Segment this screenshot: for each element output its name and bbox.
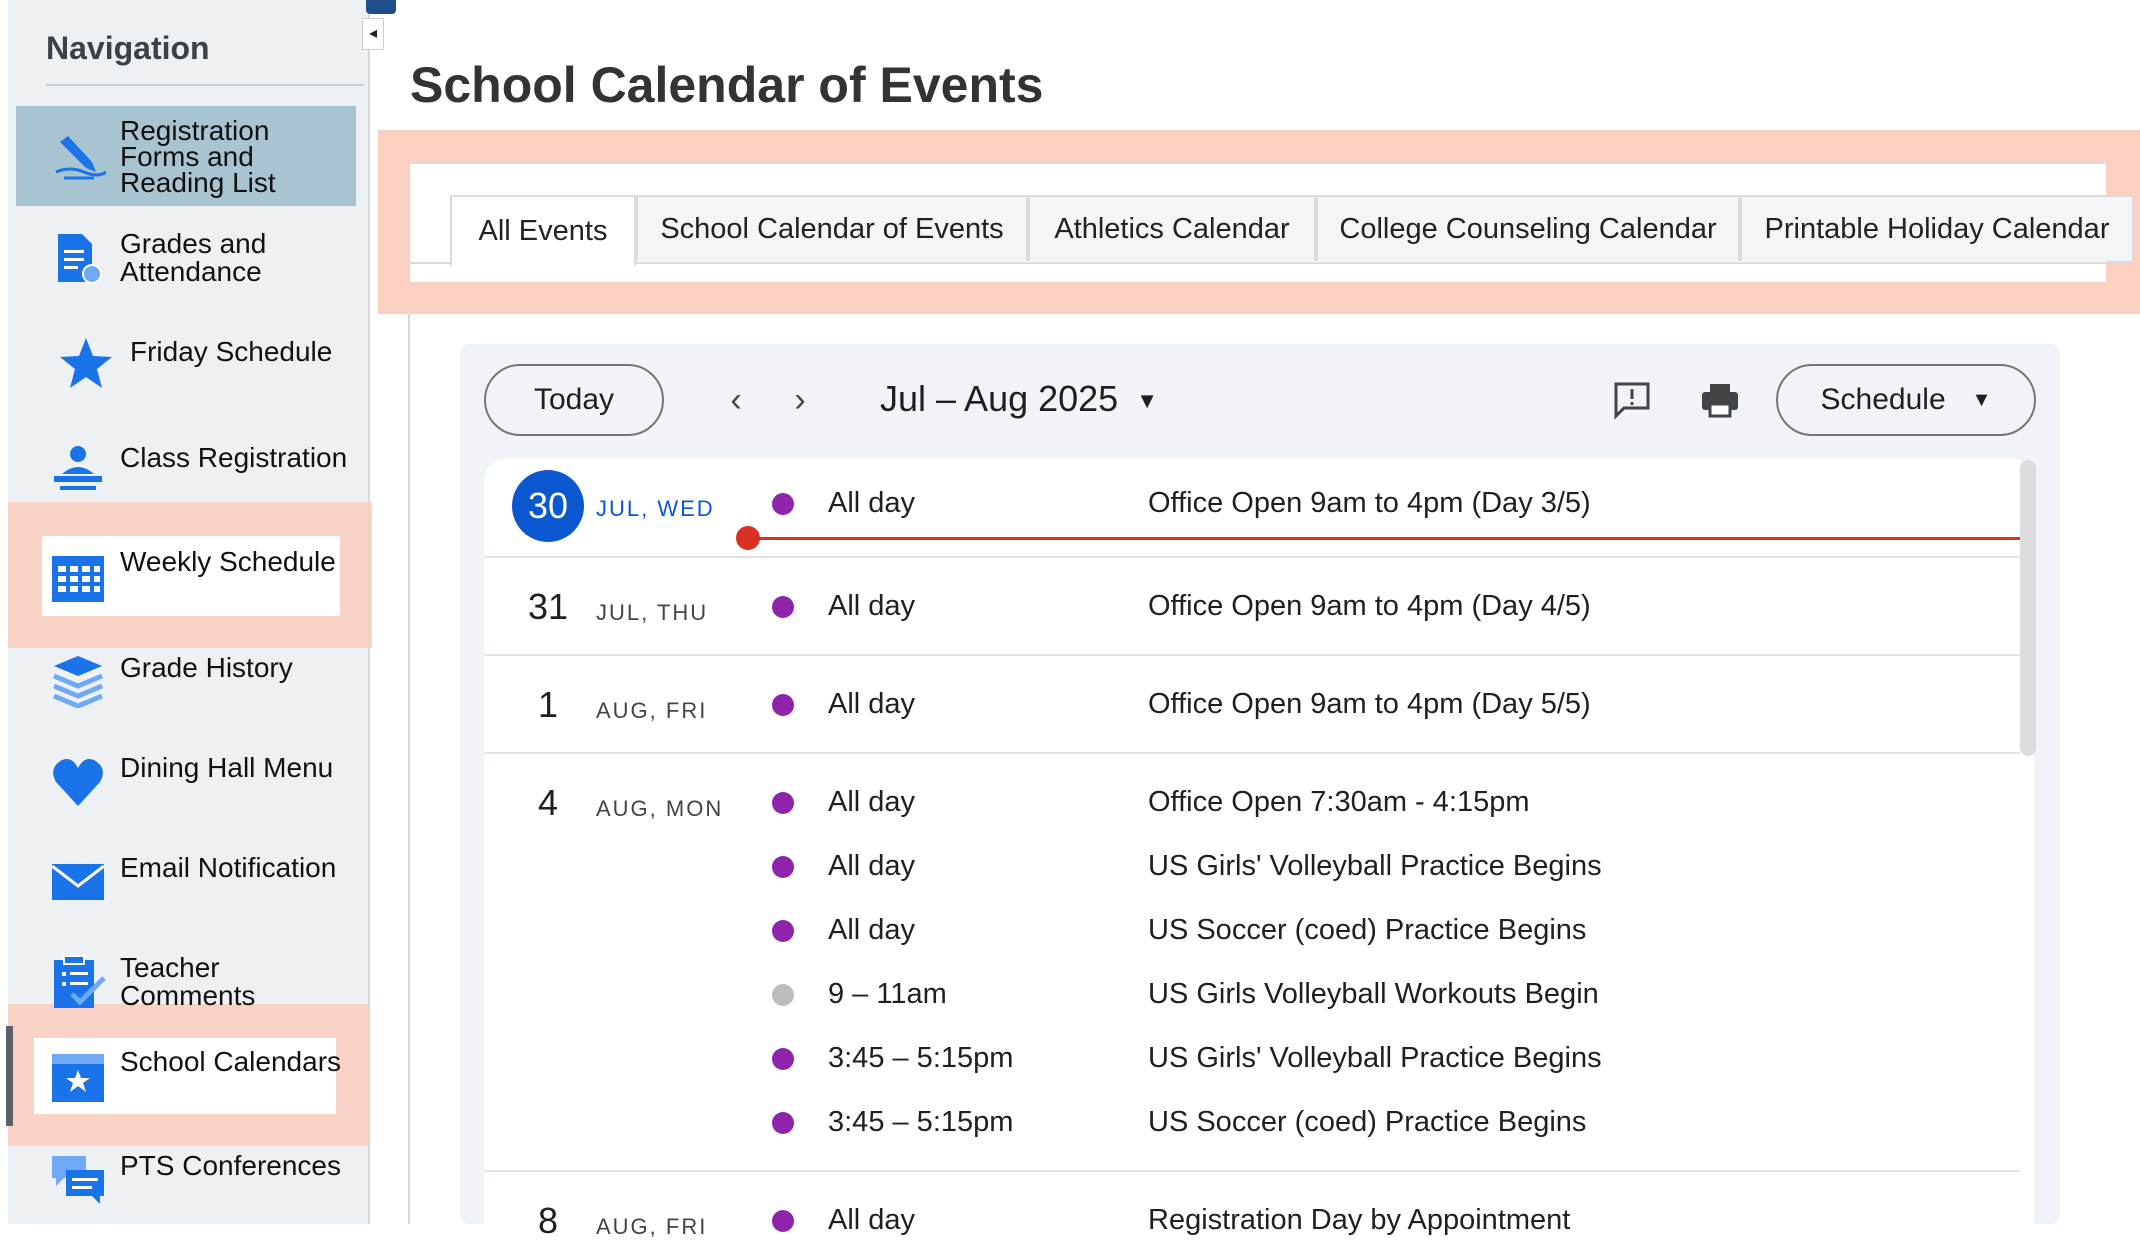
event-title[interactable]: Office Open 7:30am - 4:15pm	[1148, 786, 1530, 818]
day-label: AUG, FRI	[596, 1214, 708, 1239]
sidebar-item-grade-history[interactable]	[16, 640, 356, 726]
chat-bubbles-icon	[50, 1152, 106, 1208]
sidebar-item-label: PTS Conferences	[120, 1150, 341, 1181]
day-separator	[484, 654, 2020, 656]
sidebar-item-dining-hall-menu[interactable]	[16, 740, 356, 826]
event-time: 3:45 – 5:15pm	[828, 1042, 1014, 1074]
tab-college-counseling-calendar[interactable]: College Counseling Calendar	[1316, 195, 1740, 261]
sidebar-item-label: Dining Hall Menu	[120, 752, 334, 783]
event-title[interactable]: US Girls' Volleyball Practice Begins	[1148, 1042, 1602, 1074]
caret-down-icon: ▼	[1971, 388, 1992, 411]
tab-all-events[interactable]: All Events	[450, 195, 636, 267]
event-time: All day	[828, 1204, 916, 1236]
sidebar-item-label: Teacher Comments	[120, 952, 256, 1011]
day-label: JUL, WED	[596, 496, 715, 521]
sidebar-item-school-calendars[interactable]	[16, 1038, 356, 1114]
event-time: All day	[828, 786, 916, 818]
sidebar-item-friday-schedule[interactable]	[16, 324, 356, 410]
view-selector-button[interactable]	[1776, 364, 2036, 436]
page-title: School Calendar of Events	[410, 57, 1044, 113]
date-range-selector[interactable]	[880, 378, 1158, 420]
event-color-dot	[772, 493, 794, 515]
tab-athletics-calendar[interactable]: Athletics Calendar	[1028, 195, 1316, 261]
event-time: All day	[828, 688, 916, 720]
caret-down-icon: ▼	[1136, 388, 1158, 414]
clipboard-check-icon	[50, 954, 106, 1010]
prev-period-button[interactable]: ‹	[730, 381, 742, 419]
tab-printable-holiday-calendar[interactable]: Printable Holiday Calendar	[1740, 195, 2134, 261]
event-color-dot	[772, 1048, 794, 1070]
day-number[interactable]: 8	[537, 1200, 559, 1241]
event-title[interactable]: Office Open 9am to 4pm (Day 5/5)	[1148, 688, 1591, 720]
content-border	[408, 160, 410, 1224]
day-label: AUG, FRI	[596, 698, 708, 723]
sidebar-item-label: Email Notification	[120, 852, 337, 883]
day-label: AUG, MON	[596, 796, 724, 821]
event-color-dot	[772, 856, 794, 878]
event-title[interactable]: Office Open 9am to 4pm (Day 3/5)	[1148, 487, 1591, 519]
heart-icon	[50, 754, 106, 810]
event-color-dot	[772, 920, 794, 942]
sidebar-item-label: Friday Schedule	[130, 336, 333, 367]
date-range-text: Jul – Aug 2025	[880, 378, 1119, 419]
sidebar-item-registration-forms[interactable]	[16, 106, 356, 206]
event-title[interactable]: US Soccer (coed) Practice Begins	[1148, 914, 1587, 946]
day-separator	[484, 556, 2020, 558]
scrollbar[interactable]	[2020, 460, 2036, 756]
sidebar-item-weekly-schedule[interactable]	[16, 536, 356, 616]
today-date-badge[interactable]: 30	[512, 470, 584, 542]
event-color-dot	[772, 1210, 794, 1232]
tabs-baseline	[410, 262, 2130, 264]
selected-indicator	[6, 1026, 13, 1126]
view-selector-label: Schedule	[1820, 383, 1946, 416]
calendar-grid-icon	[50, 550, 106, 606]
envelope-icon	[50, 854, 106, 910]
feedback-icon[interactable]	[1608, 376, 1656, 424]
event-title[interactable]: US Soccer (coed) Practice Begins	[1148, 1106, 1587, 1138]
event-time: All day	[828, 590, 916, 622]
today-button[interactable]: Today	[484, 364, 664, 436]
event-title[interactable]: US Girls' Volleyball Practice Begins	[1148, 850, 1602, 882]
nav-divider	[46, 84, 364, 86]
event-color-dot	[772, 984, 794, 1006]
star-icon	[58, 336, 114, 392]
day-number[interactable]: 1	[537, 684, 559, 725]
event-time: 3:45 – 5:15pm	[828, 1106, 1014, 1138]
current-time-dot	[736, 526, 760, 550]
top-toggle-button[interactable]	[366, 0, 396, 14]
stack-icon	[50, 652, 106, 708]
sidebar-item-label: Weekly Schedule	[120, 546, 336, 577]
day-label: JUL, THU	[596, 600, 709, 625]
day-number[interactable]: 4	[537, 782, 559, 823]
event-color-dot	[772, 596, 794, 618]
sidebar-item-grades-attendance[interactable]	[16, 216, 356, 302]
event-time: All day	[828, 850, 916, 882]
current-time-line	[748, 537, 2020, 540]
tab-school-calendar-of-events[interactable]: School Calendar of Events	[636, 195, 1028, 261]
sidebar-item-teacher-comments[interactable]	[16, 940, 356, 1026]
day-number[interactable]: 31	[527, 586, 569, 627]
event-time: 9 – 11am	[828, 978, 947, 1010]
sidebar-item-class-registration[interactable]	[16, 430, 356, 516]
nav-title: Navigation	[46, 30, 210, 66]
event-time: All day	[828, 487, 916, 519]
event-color-dot	[772, 1112, 794, 1134]
calendar-star-icon	[50, 1048, 106, 1104]
event-color-dot	[772, 792, 794, 814]
person-desk-icon	[50, 444, 106, 500]
day-separator	[484, 752, 2020, 754]
event-title[interactable]: US Girls Volleyball Workouts Begin	[1148, 978, 1599, 1010]
sidebar-item-label: Class Registration	[120, 442, 348, 473]
next-period-button[interactable]: ›	[794, 381, 806, 419]
pencil-icon	[50, 128, 106, 184]
collapse-sidebar-icon[interactable]: ◂	[362, 18, 384, 50]
event-title[interactable]: Registration Day by Appointment	[1148, 1204, 1571, 1236]
print-icon[interactable]	[1696, 376, 1744, 424]
sidebar-item-label: Grade History	[120, 652, 293, 683]
event-time: All day	[828, 914, 916, 946]
sidebar-item-label: Grades and Attendance	[120, 228, 267, 287]
sidebar-item-label: School Calendars	[120, 1046, 342, 1077]
sidebar-item-pts-conferences[interactable]	[16, 1140, 356, 1224]
document-gear-icon	[50, 230, 106, 286]
sidebar-item-email-notification[interactable]	[16, 840, 356, 926]
sidebar-item-label: Registration Forms and Reading List	[120, 115, 276, 198]
event-color-dot	[772, 694, 794, 716]
event-title[interactable]: Office Open 9am to 4pm (Day 4/5)	[1148, 590, 1591, 622]
day-separator	[484, 1170, 2020, 1172]
